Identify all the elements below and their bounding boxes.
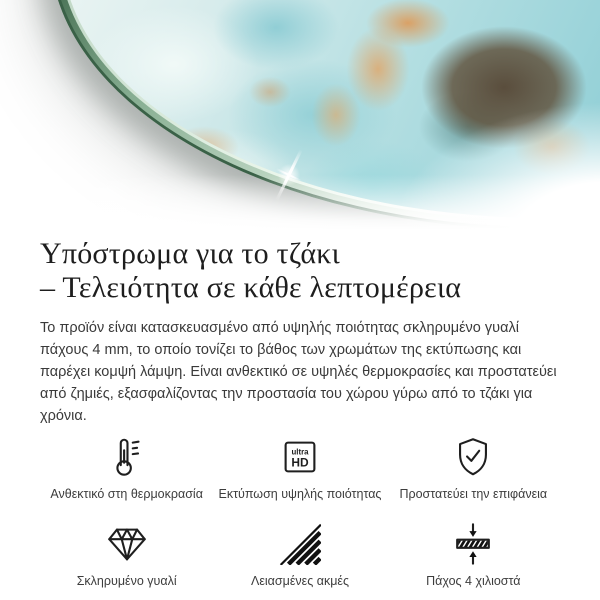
feature-label: Ανθεκτικό στη θερμοκρασία <box>50 487 203 501</box>
product-photo <box>0 0 600 230</box>
feature-polished-edges <box>213 521 386 588</box>
sparkle-glint-icon <box>261 147 317 203</box>
shield-check-icon <box>450 434 496 480</box>
page-title-line2: – Τελειότητα σε κάθε λεπτομέρεια <box>40 271 462 304</box>
diamond-icon <box>104 521 150 567</box>
feature-label: Σκληρυμένο γυαλί <box>76 574 177 588</box>
feature-label: Πάχος 4 χιλιοστά <box>426 574 521 588</box>
feature-grid <box>40 434 560 588</box>
thermometer-icon <box>104 434 150 480</box>
feature-temperature-resistant <box>40 434 213 501</box>
page-title-line1: Υπόστρωμα για το τζάκι <box>40 237 340 270</box>
ultra-hd-icon-bottom-text: HD <box>291 455 309 470</box>
feature-label: Λειασμένες ακμές <box>250 574 349 588</box>
thickness-4mm-icon <box>450 521 496 567</box>
feature-ultra-hd-print <box>213 434 386 501</box>
ultra-hd-icon-top-text: ultra <box>291 447 309 457</box>
polished-edges-icon <box>277 521 323 567</box>
page-title <box>40 237 560 305</box>
feature-thickness-4mm <box>387 521 560 588</box>
feature-label: Προστατεύει την επιφάνεια <box>399 487 548 501</box>
feature-protects-surface <box>387 434 560 501</box>
product-description: Το προϊόν είναι κατασκευασμένο από υψηλής ποιότητας σκληρυμένο γυαλί πάχους 4 mm, το οποίο τονίζει το βάθος των χρωμάτων της εκτύπωσης και παρέχει κομψή λάμψη. Είναι ανθεκτικό σε υψηλές θερμοκρασίες και προστατεύει από ζημιές, εξασφαλίζοντας την προστασία του χώρου γύρω από το τζάκι για χρόνια. <box>40 320 557 424</box>
feature-label: Εκτύπωση υψηλής ποιότητας <box>218 487 382 501</box>
product-description-section <box>0 237 600 588</box>
ultra-hd-icon <box>277 434 323 480</box>
feature-tempered-glass <box>40 521 213 588</box>
